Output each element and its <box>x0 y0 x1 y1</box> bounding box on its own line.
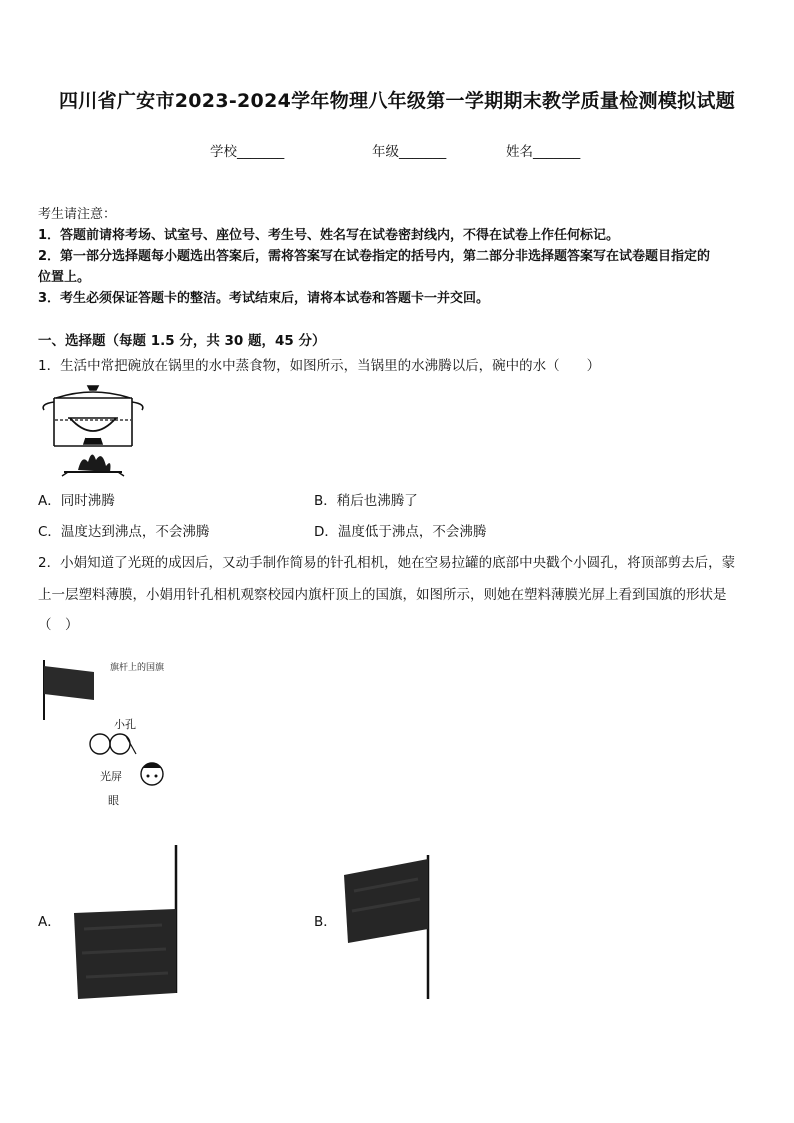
q2-option-b-flag[interactable] <box>340 853 440 1013</box>
q1-pot-figure <box>38 380 148 476</box>
name-field[interactable]: 姓名_______ <box>506 144 581 160</box>
q1-option-b[interactable]: B．稍后也沸腾了 <box>314 493 418 509</box>
q2-text-line-1: 2．小娟知道了光斑的成因后，又动手制作简易的针孔相机，她在空易拉罐的底部中央戳个小圆孔，将顶部剪去后，蒙 <box>38 555 736 571</box>
q2-hole-label: 小孔 <box>114 718 136 731</box>
q1-option-c[interactable]: C．温度达到沸点，不会沸腾 <box>38 524 210 540</box>
q2-screen-label: 光屏 <box>100 770 122 783</box>
q2-scene-figure <box>38 658 198 818</box>
school-field[interactable]: 学校_______ <box>210 144 285 160</box>
grade-field[interactable]: 年级_______ <box>372 144 447 160</box>
notice-item-2-cont: 位置上。 <box>38 270 91 285</box>
notice-item-3: 3．考生必须保证答题卡的整洁。考试结束后，请将本试卷和答题卡一并交回。 <box>38 291 490 306</box>
q2-text-line-2: 上一层塑料薄膜，小娟用针孔相机观察校园内旗杆顶上的国旗，如图所示，则她在塑料薄膜光屏上看到国旗的形状是 <box>38 587 727 603</box>
notice-item-2: 2．第一部分选择题每小题选出答案后，需将答案写在试卷指定的括号内，第二部分非选择题答案写在试卷题目指定的 <box>38 249 711 264</box>
page-title: 四川省广安市2023-2024学年物理八年级第一学期期末教学质量检测模拟试题 <box>58 90 736 112</box>
q2-eye-label: 眼 <box>108 794 119 807</box>
notice-item-1: 1．答题前请将考场、试室号、座位号、考生号、姓名写在试卷密封线内，不得在试卷上作任何标记。 <box>38 228 620 243</box>
section-heading: 一、选择题（每题 1.5 分，共 30 题，45 分） <box>38 333 326 349</box>
q1-option-a[interactable]: A．同时沸腾 <box>38 493 115 509</box>
q2-option-a-flag[interactable] <box>70 843 182 1003</box>
q1-text: 1．生活中常把碗放在锅里的水中蒸食物，如图所示，当锅里的水沸腾以后，碗中的水（ ） <box>38 358 601 374</box>
q2-text-line-3: （ ） <box>38 617 79 633</box>
q2-option-a[interactable]: A． <box>38 914 61 930</box>
notice-heading: 考生请注意： <box>38 207 117 222</box>
q1-option-d[interactable]: D．温度低于沸点，不会沸腾 <box>314 524 487 540</box>
q2-flag-caption: 旗杆上的国旗 <box>110 663 165 673</box>
q2-option-b[interactable]: B． <box>314 914 337 930</box>
